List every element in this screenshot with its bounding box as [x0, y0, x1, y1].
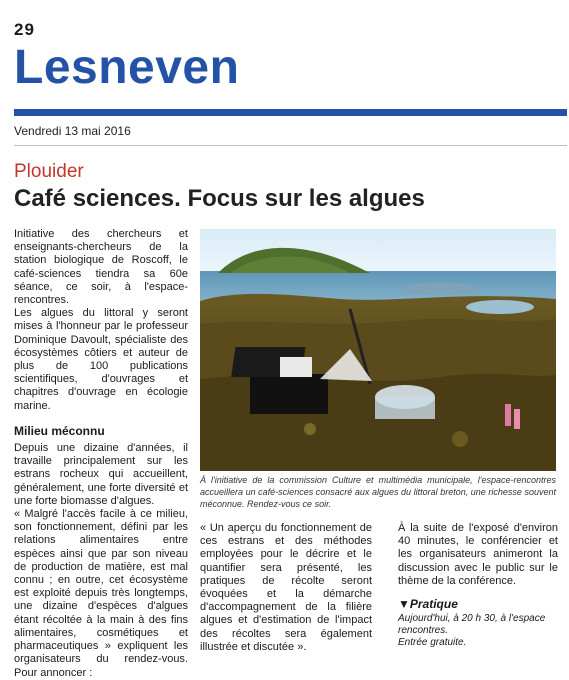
subhead: Milieu méconnu: [14, 423, 105, 438]
issue-date: Vendredi 13 mai 2016: [14, 124, 131, 138]
masthead-rule: [14, 109, 567, 116]
body-paragraph: « Un aperçu du fonctionnement de ces estrans et des méthodes employées pour le décrire et le quantifier sera présenté, les pratiques de récolte seront évoquées et la démarche d'accompagnement de la filière algues et d'estimation de l'impact des récoltes sera également illustrée et discutée ».: [200, 522, 372, 653]
photo-caption: À l'initiative de la commission Culture et multimédia municipale, l'espace-rencontres accueillera un café-sciences consacré aux algues du littoral breton, une richesse souvent méconnue. Rendez-vous ce soir.: [200, 475, 556, 509]
right-column: [398, 522, 558, 649]
pratique-entry: Entrée gratuite.: [398, 637, 467, 649]
article-photo: [200, 229, 556, 471]
coastal-algae-photo: [200, 229, 556, 471]
article-kicker: Plouider: [14, 161, 84, 182]
article-headline: Café sciences. Focus sur les algues: [14, 185, 425, 212]
left-column: [14, 228, 188, 680]
body-paragraph: Depuis une dizaine d'années, il travaille principalement sur les estrans rocheux qui accueillent, généralement, une forte diversité et une forte biomasse d'algues.: [14, 442, 188, 507]
section-masthead: Lesneven: [14, 41, 240, 94]
body-paragraph: À la suite de l'exposé d'environ 40 minutes, le conférencier et les organisateurs animeront la discussion avec le public sur le thème de la conférence.: [398, 522, 558, 587]
page-number: 29: [14, 20, 35, 39]
intro-paragraph: Les algues du littoral y seront mises à l'honneur par le professeur Dominique Davoult, spécialiste des écosystèmes côtiers et auteur de plus de 100 publications scientifiques, d'ouvrages et chapitres d'ouvrage en écologie marine.: [14, 307, 188, 412]
date-divider: [14, 145, 567, 146]
pratique-heading: ▼Pratique: [398, 597, 458, 612]
middle-column: [200, 522, 372, 654]
pratique-details: Aujourd'hui, à 20 h 30, à l'espace rencontres.: [398, 613, 546, 637]
intro-paragraph: Initiative des chercheurs et enseignants-chercheurs de la station biologique de Roscoff, le café-sciences tiendra sa 60e séance, ce soir, à l'espace-rencontres.: [14, 228, 188, 307]
body-paragraph: « Malgré l'accès facile à ce milieu, son fonctionnement, défini par les relations alimentaires entre espèces ainsi que par son niveau de production de matière, est mal connu ; en outre, cet écosystème est exploité depuis très longtemps, une dizaine d'espèces d'algues étant récoltée à la main à des fins alimentaires, cosmétiques et pharmaceutiques » expliquent les organisateurs du rendez-vous. Pour annoncer :: [14, 508, 188, 679]
